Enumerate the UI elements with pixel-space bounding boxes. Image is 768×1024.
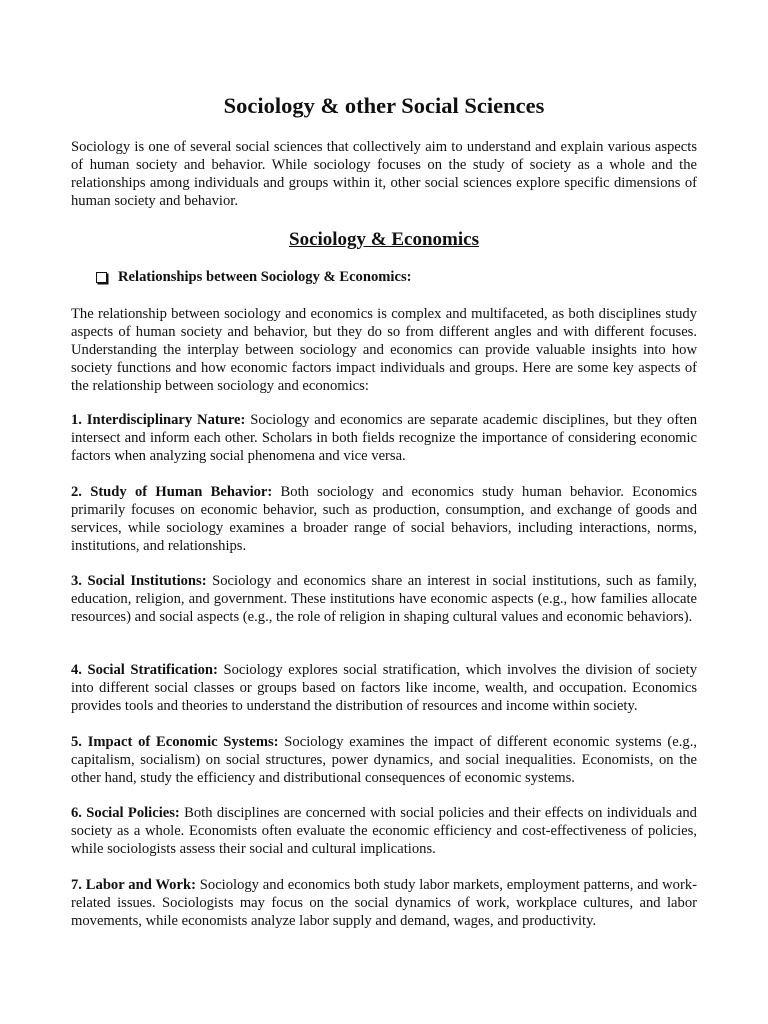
- checkbox-bullet-icon: [96, 272, 107, 283]
- point-paragraph-2: [71, 484, 697, 556]
- intro-paragraph: Sociology is one of several social sciences that collectively aim to understand and explain various aspects of human society and behavior. While sociology focuses on the study of society as a whole and the relationships among individuals and groups within it, other social sciences explore specific dimensions of human society and behavior.: [71, 139, 697, 209]
- point-label: 3. Social Institutions:: [71, 573, 207, 589]
- point-label: 6. Social Policies:: [71, 805, 180, 821]
- section-heading: Sociology & Economics: [289, 229, 479, 250]
- point-text: Sociology examines the impact of different economic systems (e.g., capitalism, socialism) on social structures, power dynamics, and social inequalities. Economists, on the other hand, study the efficiency and distributional consequences of economic systems.: [71, 734, 697, 786]
- point-label: 7. Labor and Work:: [71, 877, 196, 893]
- point-label: 1. Interdisciplinary Nature:: [71, 412, 246, 428]
- point-paragraph-6: [71, 805, 697, 859]
- point-text: Sociology and economics share an interest in social institutions, such as family, education, religion, and government. These institutions have economic aspects (e.g., how families allocate resources) and social aspects (e.g., the role of religion in shaping cultural values and economic behaviors).: [71, 573, 697, 625]
- point-label: 4. Social Stratification:: [71, 662, 218, 678]
- lead-paragraph: The relationship between sociology and economics is complex and multifaceted, as both disciplines study aspects of human society and behavior, but they do so from different angles and with different focuses. Understanding the interplay between sociology and economics can provide valuable insights into how society functions and how economic factors impact individuals and groups. Here are some key aspects of the relationship between sociology and economics:: [71, 306, 697, 394]
- point-paragraph-4: [71, 662, 697, 716]
- point-paragraph-5: [71, 734, 697, 788]
- bullet-heading: [96, 269, 412, 287]
- point-text: Sociology and economics are separate academic disciplines, but they often intersect and inform each other. Scholars in both fields recognize the importance of considering economic factors when analyzing social phenomena and vice versa.: [71, 412, 698, 464]
- point-label: 5. Impact of Economic Systems:: [71, 734, 279, 750]
- point-paragraph-7: [71, 877, 697, 931]
- point-text: Both sociology and economics study human behavior. Economics primarily focuses on economic behavior, such as production, consumption, and exchange of goods and services, while sociology examines a broader range of social behaviors, including interactions, norms, institutions, and relationships.: [71, 484, 698, 554]
- point-paragraph-1: [71, 412, 697, 466]
- point-label: 2. Study of Human Behavior:: [71, 484, 273, 500]
- point-text: Sociology and economics both study labor markets, employment patterns, and work-related issues. Sociologists may focus on the social dynamics of work, workplace cultures, and labor movements, while economists analyze labor supply and demand, wages, and productivity.: [71, 877, 697, 929]
- point-paragraph-3: [71, 573, 697, 627]
- bullet-heading-text: Relationships between Sociology & Economics:: [118, 269, 412, 285]
- point-text: Sociology explores social stratification, which involves the division of society into different social classes or groups based on factors like income, wealth, and occupation. Economics provides tools and theories to understand the distribution of resources and income within society.: [71, 662, 697, 714]
- document-title: Sociology & other Social Sciences: [223, 93, 545, 118]
- point-text: Both disciplines are concerned with social policies and their effects on individuals and society as a whole. Economists often evaluate the economic efficiency and cost-effectiveness of policies, while sociologists assess their social and cultural implications.: [71, 805, 697, 857]
